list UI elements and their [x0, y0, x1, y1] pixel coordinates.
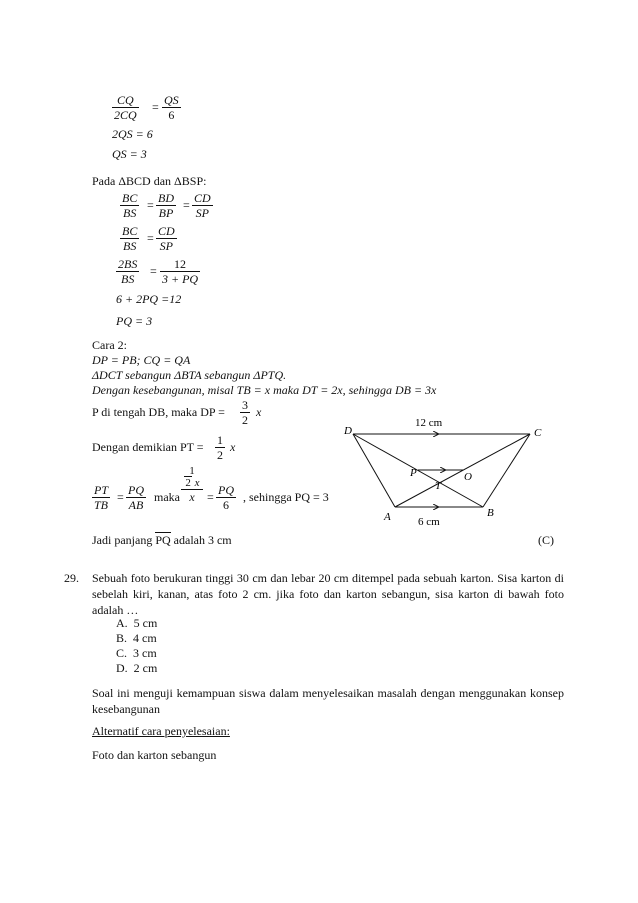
equation-6-2pq: 6 + 2PQ =12: [116, 292, 182, 306]
option-c: C. 3 cm: [116, 646, 157, 660]
option-b: B. 4 cm: [116, 631, 157, 645]
equals-sign: =: [147, 231, 154, 245]
label-p: P: [410, 467, 417, 479]
fraction-pq-ab: $\frac{PQ}{AB}$: [128, 483, 144, 512]
equals-sign: =: [152, 100, 159, 114]
equals-sign: =: [117, 490, 124, 504]
equals-sign: =: [183, 198, 190, 212]
label-t: T: [435, 480, 442, 492]
cara2-line4: P di tengah DB, maka DP =: [92, 405, 225, 419]
label-6cm: 6 cm: [418, 516, 440, 528]
label-c: C: [534, 427, 542, 439]
fraction-pq-6: $\frac{PQ}{6}$: [218, 483, 234, 512]
equation-pq: PQ = 3: [116, 314, 153, 328]
fraction-2bs-bs: $\frac{2BS}{BS}$: [118, 257, 138, 286]
variable-x: x: [256, 405, 262, 419]
label-q: O: [464, 471, 472, 483]
answer-label: (C): [538, 533, 554, 547]
fraction-bc-bs: $\frac{BC}{BS}$: [122, 224, 138, 253]
option-a: A. 5 cm: [116, 616, 158, 630]
fraction-bd-bp: $\frac{BD}{BP}$: [158, 191, 174, 220]
question-text: Sebuah foto berukuran tinggi 30 cm dan lebar 20 cm ditempel pada sebuah karton. Sisa karton di sebelah kiri, kanan, atas foto 2 cm. jika foto dan karton sebangun, sisa karton di bawah foto adalah …: [92, 571, 564, 617]
equals-sign: =: [150, 264, 157, 278]
option-d: D. 2 cm: [116, 661, 158, 675]
equation-2qs: 2QS = 6: [112, 127, 153, 141]
fraction-qs-6: $\frac{QS}{6}$: [164, 93, 179, 122]
fraction-1-2: $\frac{1}{2}$: [217, 433, 223, 462]
cara2-line2: ΔDCT sebangun ΔBTA sebangun ΔPTQ.: [92, 368, 287, 382]
alt-heading: Alternatif cara penyelesaian:: [92, 724, 230, 738]
result-text: , sehingga PQ = 3: [243, 490, 329, 504]
conclusion-line: Jadi panjang PQ adalah 3 cm: [92, 533, 232, 547]
maka-word: maka: [154, 490, 180, 504]
variable-x: x: [230, 440, 236, 454]
cara2-line1: DP = PB; CQ = QA: [92, 353, 191, 367]
compound-fraction: 1 2 x x: [181, 465, 203, 504]
fraction-12-3pq: $\frac{12}{3 + PQ}$: [162, 257, 199, 286]
equals-sign: =: [207, 490, 214, 504]
question-number: 29.: [64, 571, 79, 585]
equals-sign: =: [147, 198, 154, 212]
trapezoid-diagram: [340, 410, 550, 530]
cara2-line5: Dengan demikian PT =: [92, 440, 204, 454]
side-cb: [483, 434, 530, 507]
fraction-pt-tb: $\frac{PT}{TB}$: [94, 483, 109, 512]
label-d: D: [344, 425, 352, 437]
equation-qs: QS = 3: [112, 147, 147, 161]
fraction-cq-2cq: $\frac{CQ}{2CQ}$: [114, 93, 137, 122]
cara2-line3: Dengan kesebangunan, misal TB = x maka DT = 2x, sehingga DB = 3x: [92, 383, 437, 397]
fraction-bc-bs: $\frac{BC}{BS}$: [122, 191, 138, 220]
fraction-cd-sp: $\frac{CD}{SP}$: [194, 191, 211, 220]
fraction-cd-sp: $\frac{CD}{SP}$: [158, 224, 175, 253]
final-line: Foto dan karton sebangun: [92, 748, 217, 762]
label-12cm: 12 cm: [415, 417, 443, 429]
label-a: A: [384, 511, 391, 523]
label-b: B: [487, 507, 494, 519]
side-da: [353, 434, 395, 507]
pada-line: Pada ΔBCD dan ΔBSP:: [92, 174, 207, 188]
fraction-3-2: $\frac{3}{2}$: [242, 398, 248, 427]
cara2-heading: Cara 2:: [92, 338, 127, 352]
note-paragraph: Soal ini menguji kemampuan siswa dalam menyelesaikan masalah dengan menggunakan konsep kesebangunan: [92, 686, 564, 716]
